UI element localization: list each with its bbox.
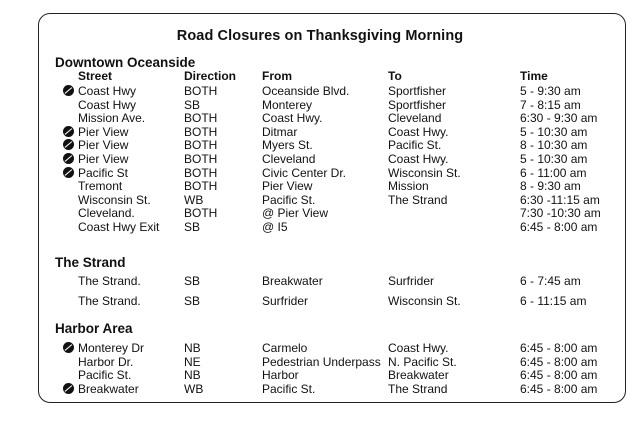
cell-street: Pacific St. [78, 368, 132, 383]
cell-street: The Strand. [78, 274, 141, 288]
table-row [0, 206, 640, 220]
table-row [0, 98, 640, 112]
cell-to: Wisconsin St. [388, 165, 461, 180]
cell-time: 6 - 11:15 am [520, 294, 587, 308]
section-title: Downtown Oceanside [55, 55, 196, 70]
table-row [0, 84, 640, 98]
cell-from: Civic Center Dr. [262, 165, 347, 180]
cell-from: Coast Hwy. [262, 111, 323, 126]
cell-direction: SB [184, 274, 201, 288]
table-row [0, 138, 640, 152]
cell-direction: WB [184, 192, 204, 207]
cell-street: Coast Hwy [78, 97, 137, 112]
cell-street: Wisconsin St. [78, 192, 151, 207]
cell-time: 8 - 9:30 am [520, 179, 581, 194]
cell-time: 6:45 - 8:00 am [520, 368, 598, 383]
cell-direction: WB [184, 381, 204, 396]
cell-time: 5 - 10:30 am [520, 152, 588, 166]
cell-to: The Strand [388, 192, 448, 207]
cell-time: 5 - 10:30 am [520, 124, 588, 139]
cell-from: Monterey [262, 97, 313, 112]
cell-street: Pier View [78, 138, 129, 153]
cell-direction: NB [184, 368, 201, 383]
table-row [0, 341, 640, 355]
header-from: From [262, 69, 292, 83]
cell-from: Surfrider [262, 294, 309, 308]
cell-from: Oceanside Blvd. [262, 84, 350, 98]
table-row [0, 125, 640, 139]
cell-to: Coast Hwy. [388, 124, 449, 139]
cell-street: Pier View [78, 152, 129, 166]
cell-to: Coast Hwy. [388, 152, 449, 166]
cell-from: Cleveland [262, 152, 316, 166]
cell-direction: BOTH [184, 111, 218, 126]
table-row [0, 166, 640, 180]
no-entry-icon [63, 153, 74, 164]
cell-time: 6:45 - 8:00 am [520, 381, 598, 396]
cell-direction: BOTH [184, 84, 218, 98]
header-time: Time [520, 69, 548, 83]
cell-street: Tremont [78, 179, 123, 194]
cell-direction: NE [184, 354, 201, 369]
cell-to: Pacific St. [388, 138, 442, 153]
cell-time: 5 - 9:30 am [520, 84, 581, 98]
cell-time: 6:45 - 8:00 am [520, 341, 598, 355]
cell-time: 6:30 - 9:30 am [520, 111, 598, 126]
cell-to: Surfrider [388, 274, 435, 288]
section-title: Harbor Area [55, 321, 133, 336]
cell-direction: BOTH [184, 179, 218, 194]
cell-street: Harbor Dr. [78, 354, 134, 369]
cell-street: Breakwater [78, 381, 139, 396]
cell-time: 8 - 10:30 am [520, 138, 588, 153]
cell-street: Coast Hwy Exit [78, 220, 160, 234]
cell-time: 6 - 7:45 am [520, 274, 581, 288]
table-row [0, 220, 640, 234]
cell-direction: SB [184, 97, 201, 112]
cell-time: 6:30 -11:15 am [520, 192, 600, 207]
header-to: To [388, 69, 402, 83]
cell-from: Myers St. [262, 138, 313, 153]
cell-direction: BOTH [184, 152, 218, 166]
cell-to: The Strand [388, 381, 448, 396]
cell-from: Carmelo [262, 341, 308, 355]
cell-to: Coast Hwy. [388, 341, 449, 355]
cell-to: Sportfisher [388, 84, 447, 98]
table-row [0, 274, 640, 288]
cell-direction: BOTH [184, 138, 218, 153]
cell-to: Cleveland [388, 111, 442, 126]
cell-direction: SB [184, 294, 201, 308]
header-direction: Direction [184, 69, 237, 83]
cell-time: 6 - 11:00 am [520, 165, 587, 180]
cell-direction: BOTH [184, 206, 218, 221]
table-row [0, 355, 640, 369]
cell-street: Pier View [78, 124, 129, 139]
table-row [0, 152, 640, 166]
cell-from: Breakwater [262, 274, 323, 288]
cell-direction: SB [184, 220, 201, 234]
header-street: Street [78, 69, 113, 83]
cell-to: Wisconsin St. [388, 294, 461, 308]
table-row [0, 179, 640, 193]
cell-from: Ditmar [262, 124, 298, 139]
cell-direction: BOTH [184, 165, 218, 180]
cell-to: Breakwater [388, 368, 449, 383]
cell-street: Cleveland. [78, 206, 135, 221]
cell-from: Pacific St. [262, 192, 316, 207]
cell-time: 7 - 8:15 am [520, 97, 581, 112]
no-entry-icon [63, 167, 74, 178]
no-entry-icon [63, 139, 74, 150]
table-row [0, 193, 640, 207]
cell-street: Pacific St [78, 165, 129, 180]
cell-street: Mission Ave. [78, 111, 146, 126]
cell-from: Pier View [262, 179, 313, 194]
cell-to: Sportfisher [388, 97, 447, 112]
table-row [0, 294, 640, 308]
no-entry-icon [63, 126, 74, 137]
table-row [0, 382, 640, 396]
cell-street: The Strand. [78, 294, 141, 308]
cell-from: Harbor [262, 368, 299, 383]
no-entry-icon [63, 342, 74, 353]
no-entry-icon [63, 85, 74, 96]
cell-from: @ I5 [262, 220, 288, 234]
cell-from: Pedestrian Underpass [262, 354, 381, 369]
cell-time: 6:45 - 8:00 am [520, 220, 598, 234]
page-title: Road Closures on Thanksgiving Morning [176, 28, 464, 44]
cell-from: @ Pier View [262, 206, 328, 221]
cell-time: 6:45 - 8:00 am [520, 354, 598, 369]
table-row [0, 368, 640, 382]
table-row [0, 111, 640, 125]
cell-to: Mission [388, 179, 429, 194]
section-title: The Strand [55, 255, 126, 270]
no-entry-icon [63, 383, 74, 394]
cell-direction: NB [184, 341, 201, 355]
cell-direction: BOTH [184, 124, 218, 139]
cell-from: Pacific St. [262, 381, 316, 396]
cell-street: Monterey Dr [78, 341, 145, 355]
cell-street: Coast Hwy [78, 84, 137, 98]
cell-time: 7:30 -10:30 am [520, 206, 601, 221]
cell-to: N. Pacific St. [388, 354, 457, 369]
